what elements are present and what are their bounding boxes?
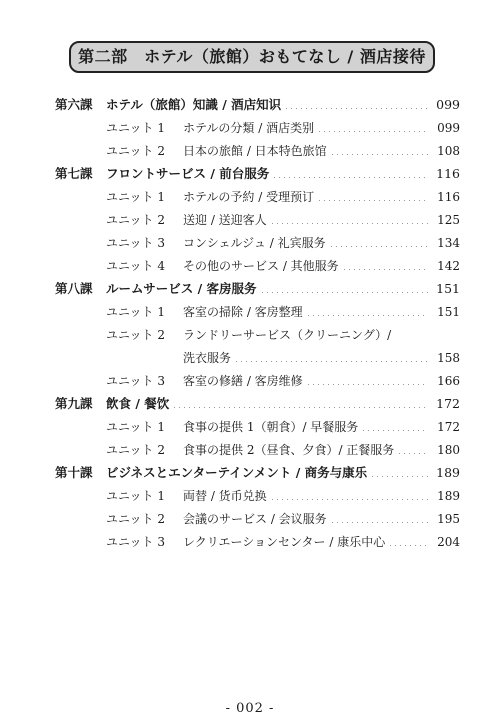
page-ref: 116 (437, 190, 460, 204)
dot-leader (306, 384, 428, 385)
toc-unit-row (0, 140, 500, 162)
lesson-number: 第九課 (55, 396, 93, 411)
page-ref: 125 (437, 213, 460, 227)
toc-entry (183, 186, 460, 208)
dot-leader (330, 522, 428, 523)
dot-leader (272, 177, 428, 178)
toc-entry (183, 117, 460, 139)
dot-leader (234, 361, 428, 362)
toc-entry (183, 255, 460, 277)
lesson-number: 第七課 (55, 166, 93, 181)
unit-number: ユニット 2 (106, 512, 165, 526)
page-ref: 172 (436, 396, 460, 411)
entry-title: コンシェルジュ / 礼宾服务 (183, 236, 326, 250)
toc-entry (183, 140, 460, 162)
entry-title: 会議のサービス / 会议服务 (183, 512, 327, 526)
toc-unit-row (0, 416, 500, 438)
toc-entry (183, 232, 460, 254)
toc-entry (183, 209, 460, 231)
page-ref: 158 (437, 351, 460, 365)
page-ref: 108 (437, 144, 460, 158)
dot-leader (397, 453, 428, 454)
unit-number: ユニット 1 (106, 305, 165, 319)
toc-entry (106, 462, 460, 484)
page-ref: 189 (436, 465, 460, 480)
page-ref: 204 (437, 535, 460, 549)
toc-unit-row (0, 186, 500, 208)
toc-entry (183, 370, 460, 392)
entry-title: ルームサービス / 客房服务 (106, 281, 257, 296)
dot-leader (284, 108, 428, 109)
dot-leader (329, 246, 428, 247)
unit-number: ユニット 1 (106, 420, 165, 434)
toc-entry (183, 416, 460, 438)
dot-leader (361, 430, 428, 431)
entry-title: ホテルの予約 / 受理预订 (183, 190, 315, 204)
page-ref: 151 (436, 281, 460, 296)
toc-unit-row (0, 531, 500, 553)
toc-entry (183, 485, 460, 507)
lesson-number: 第六課 (55, 97, 93, 112)
dot-leader (388, 545, 428, 546)
toc-entry (183, 347, 460, 369)
toc-chapter-row (0, 94, 500, 116)
toc-entry (183, 439, 460, 461)
toc-unit-row (0, 370, 500, 392)
entry-title: ビジネスとエンターテインメント / 商务与康乐 (106, 465, 368, 480)
page-ref: 180 (437, 443, 460, 457)
unit-number: ユニット 2 (106, 213, 165, 227)
toc-unit-row (0, 508, 500, 530)
toc-unit-row (0, 232, 500, 254)
unit-number: ユニット 3 (106, 374, 165, 388)
unit-number: ユニット 1 (106, 489, 165, 503)
entry-title: ランドリーサービス（クリーニング）/ (183, 328, 392, 342)
unit-number: ユニット 3 (106, 535, 165, 549)
toc-unit-row (0, 485, 500, 507)
toc-entry (106, 94, 460, 116)
lesson-number: 第十課 (55, 465, 93, 480)
unit-number: ユニット 4 (106, 259, 165, 273)
entry-title: フロントサービス / 前台服务 (106, 166, 270, 181)
toc-unit-row (0, 347, 500, 369)
entry-title: ホテル（旅館）知識 / 酒店知识 (106, 97, 282, 112)
entry-title: 客室の掃除 / 客房整理 (183, 305, 303, 319)
entry-title: レクリエーションセンター / 康乐中心 (183, 535, 386, 549)
dot-leader (317, 131, 428, 132)
page-number: - 002 - (225, 701, 275, 716)
toc-entry (106, 163, 460, 185)
entry-title: 食事の提供 2（昼食、夕食）/ 正餐服务 (183, 443, 395, 457)
toc-chapter-row (0, 462, 500, 484)
toc-unit-row (0, 209, 500, 231)
dot-leader (270, 499, 428, 500)
unit-number: ユニット 1 (106, 190, 165, 204)
entry-title: 食事の提供 1（朝食）/ 早餐服务 (183, 420, 359, 434)
unit-number: ユニット 2 (106, 443, 165, 457)
entry-title: 両替 / 货币兑换 (183, 489, 267, 503)
lesson-number: 第八課 (55, 281, 93, 296)
toc-entry (183, 531, 460, 553)
page-ref: 195 (437, 512, 460, 526)
toc-unit-row (0, 439, 500, 461)
toc-unit-row (0, 255, 500, 277)
toc-chapter-row (0, 163, 500, 185)
toc-entry (183, 301, 460, 323)
entry-title: その他のサービス / 其他服务 (183, 259, 339, 273)
entry-title: 送迎 / 送迎客人 (183, 213, 267, 227)
page-ref: 116 (436, 166, 460, 181)
toc-entry (106, 278, 460, 300)
unit-number: ユニット 1 (106, 121, 165, 135)
dot-leader (260, 292, 428, 293)
toc-entry (106, 393, 460, 415)
dot-leader (172, 407, 428, 408)
toc-unit-row (0, 324, 500, 346)
entry-title: 洗衣服务 (183, 351, 232, 365)
dot-leader (370, 476, 428, 477)
page-ref: 166 (437, 374, 460, 388)
unit-number: ユニット 2 (106, 328, 165, 342)
dot-leader (317, 200, 428, 201)
page-ref: 172 (437, 420, 460, 434)
entry-title: 日本の旅館 / 日本特色旅馆 (183, 144, 327, 158)
dot-leader (306, 315, 428, 316)
dot-leader (342, 269, 428, 270)
toc-chapter-row (0, 278, 500, 300)
dot-leader (330, 154, 428, 155)
unit-number: ユニット 2 (106, 144, 165, 158)
entry-title: 飲食 / 餐饮 (106, 396, 170, 411)
unit-number: ユニット 3 (106, 236, 165, 250)
toc-entry (183, 324, 460, 346)
part-title-text: 第二部 ホテル（旅館）おもてなし / 酒店接待 (78, 47, 426, 66)
toc-unit-row (0, 117, 500, 139)
toc-unit-row (0, 301, 500, 323)
page-ref: 134 (437, 236, 460, 250)
toc-chapter-row (0, 393, 500, 415)
entry-title: ホテルの分類 / 酒店类别 (183, 121, 315, 135)
page-ref: 099 (436, 97, 460, 112)
entry-title: 客室の修繕 / 客房维修 (183, 374, 303, 388)
dot-leader (270, 223, 428, 224)
page-ref: 151 (437, 305, 460, 319)
page-ref: 099 (437, 121, 460, 135)
page-ref: 189 (437, 489, 460, 503)
page-ref: 142 (437, 259, 460, 273)
toc-entry (183, 508, 460, 530)
